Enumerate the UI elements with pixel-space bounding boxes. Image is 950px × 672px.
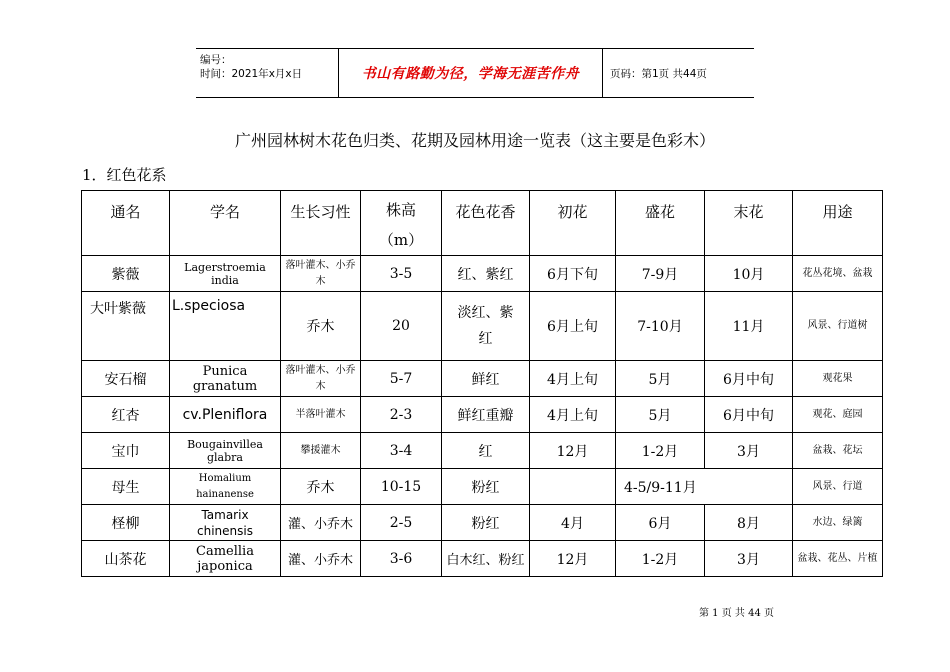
cell-peak: 4-5/9-11月: [616, 469, 793, 505]
col-header: 末花: [705, 191, 793, 256]
cell-peak: 1-2月: [616, 433, 705, 469]
table-row: [82, 256, 883, 292]
cell-sci: Punica granatum: [170, 361, 281, 397]
cell-name: 红杏: [82, 397, 170, 433]
cell-end: 11月: [705, 292, 793, 361]
page-footer: 第 1 页 共 44 页: [699, 608, 774, 619]
cell-start: [530, 469, 616, 505]
cell-height: 3-4: [361, 433, 442, 469]
document-title: 广州园林树木花色归类、花期及园林用途一览表（这主要是色彩木）: [234, 131, 715, 150]
col-header: 用途: [793, 191, 883, 256]
cell-use: 水边、绿篱: [793, 505, 883, 541]
cell-end: 6月中旬: [705, 361, 793, 397]
col-header-line: 株高: [385, 201, 416, 219]
col-header: 学名: [170, 191, 281, 256]
cell-use: 盆栽、花坛: [793, 433, 883, 469]
cell-habit: 乔木: [281, 292, 361, 361]
cell-peak: 6月: [616, 505, 705, 541]
cell-sci: Homalium hainanense: [170, 469, 281, 505]
cell-color: 鲜红: [442, 361, 530, 397]
cell-end: 10月: [705, 256, 793, 292]
cell-habit: 半落叶灌木: [281, 397, 361, 433]
cell-height: 5-7: [361, 361, 442, 397]
cell-height: 20: [361, 292, 442, 361]
cell-height: 3-6: [361, 541, 442, 577]
col-header: 生长习性: [281, 191, 361, 256]
cell-sci: Lagerstroemia india: [170, 256, 281, 292]
col-header: [361, 191, 442, 256]
cell-use: 观花果: [793, 361, 883, 397]
cell-color: 粉红: [442, 469, 530, 505]
code-label: 编号：: [200, 54, 232, 66]
cell-use: 花丛花境、盆栽: [793, 256, 883, 292]
cell-name: 安石榴: [82, 361, 170, 397]
cell-end: 3月: [705, 541, 793, 577]
cell-peak: 7-10月: [616, 292, 705, 361]
table-row: [82, 361, 883, 397]
table-row: [82, 541, 883, 577]
col-header-line: （m）: [378, 231, 424, 249]
table-row: [82, 505, 883, 541]
slogan: 书山有路勤为径，学海无涯苦作舟: [339, 49, 603, 97]
cell-height: 10-15: [361, 469, 442, 505]
cell-sci: Camellia japonica: [170, 541, 281, 577]
cell-name: 母生: [82, 469, 170, 505]
flower-table: [81, 190, 883, 577]
cell-sci: cv.Pleniflora: [170, 397, 281, 433]
cell-habit: 攀援灌木: [281, 433, 361, 469]
cell-start: 6月下旬: [530, 256, 616, 292]
table-row: [82, 469, 883, 505]
cell-end: 3月: [705, 433, 793, 469]
cell-use: 风景、行道树: [793, 292, 883, 361]
page-label: 页码：第1页 共44页: [610, 67, 707, 80]
col-header: 通名: [82, 191, 170, 256]
header-meta: [196, 49, 339, 97]
cell-peak: 5月: [616, 397, 705, 433]
cell-end: 6月中旬: [705, 397, 793, 433]
cell-name: 山茶花: [82, 541, 170, 577]
table-row: [82, 433, 883, 469]
cell-use: 盆栽、花丛、片植: [793, 541, 883, 577]
cell-peak: 5月: [616, 361, 705, 397]
cell-height: 2-3: [361, 397, 442, 433]
table-header-row: [82, 191, 883, 256]
cell-use: 观花、庭园: [793, 397, 883, 433]
cell-use: 风景、行道: [793, 469, 883, 505]
cell-color: 粉红: [442, 505, 530, 541]
col-header: 初花: [530, 191, 616, 256]
cell-end: 8月: [705, 505, 793, 541]
cell-name: 宝巾: [82, 433, 170, 469]
cell-start: 6月上旬: [530, 292, 616, 361]
cell-color: 鲜红重瓣: [442, 397, 530, 433]
cell-habit: 灌、小乔木: [281, 505, 361, 541]
cell-habit: 灌、小乔木: [281, 541, 361, 577]
cell-color: 红: [442, 433, 530, 469]
cell-height: 3-5: [361, 256, 442, 292]
cell-sci: Bougainvillea glabra: [170, 433, 281, 469]
cell-name: 紫薇: [82, 256, 170, 292]
cell-height: 2-5: [361, 505, 442, 541]
col-header: 盛花: [616, 191, 705, 256]
cell-peak: 1-2月: [616, 541, 705, 577]
table-row: [82, 397, 883, 433]
cell-start: 12月: [530, 541, 616, 577]
page-header: [196, 48, 754, 98]
cell-start: 4月上旬: [530, 397, 616, 433]
col-header: 花色花香: [442, 191, 530, 256]
cell-start: 4月上旬: [530, 361, 616, 397]
cell-name: 大叶紫薇: [82, 292, 170, 361]
cell-color: 红、紫红: [442, 256, 530, 292]
time-label: 时间：2021年x月x日: [200, 68, 303, 80]
cell-color: 白木红、粉红: [442, 541, 530, 577]
table-row: [82, 292, 883, 361]
cell-color: 淡红、紫红: [442, 292, 530, 361]
cell-name: 柽柳: [82, 505, 170, 541]
cell-start: 4月: [530, 505, 616, 541]
cell-habit: 落叶灌木、小乔木: [281, 256, 361, 292]
cell-habit: 落叶灌木、小乔木: [281, 361, 361, 397]
cell-sci: L.speciosa: [170, 292, 281, 361]
section-heading: 1．红色花系: [82, 166, 167, 184]
cell-peak: 7-9月: [616, 256, 705, 292]
cell-sci: Tamarix chinensis: [170, 505, 281, 541]
cell-start: 12月: [530, 433, 616, 469]
cell-habit: 乔木: [281, 469, 361, 505]
